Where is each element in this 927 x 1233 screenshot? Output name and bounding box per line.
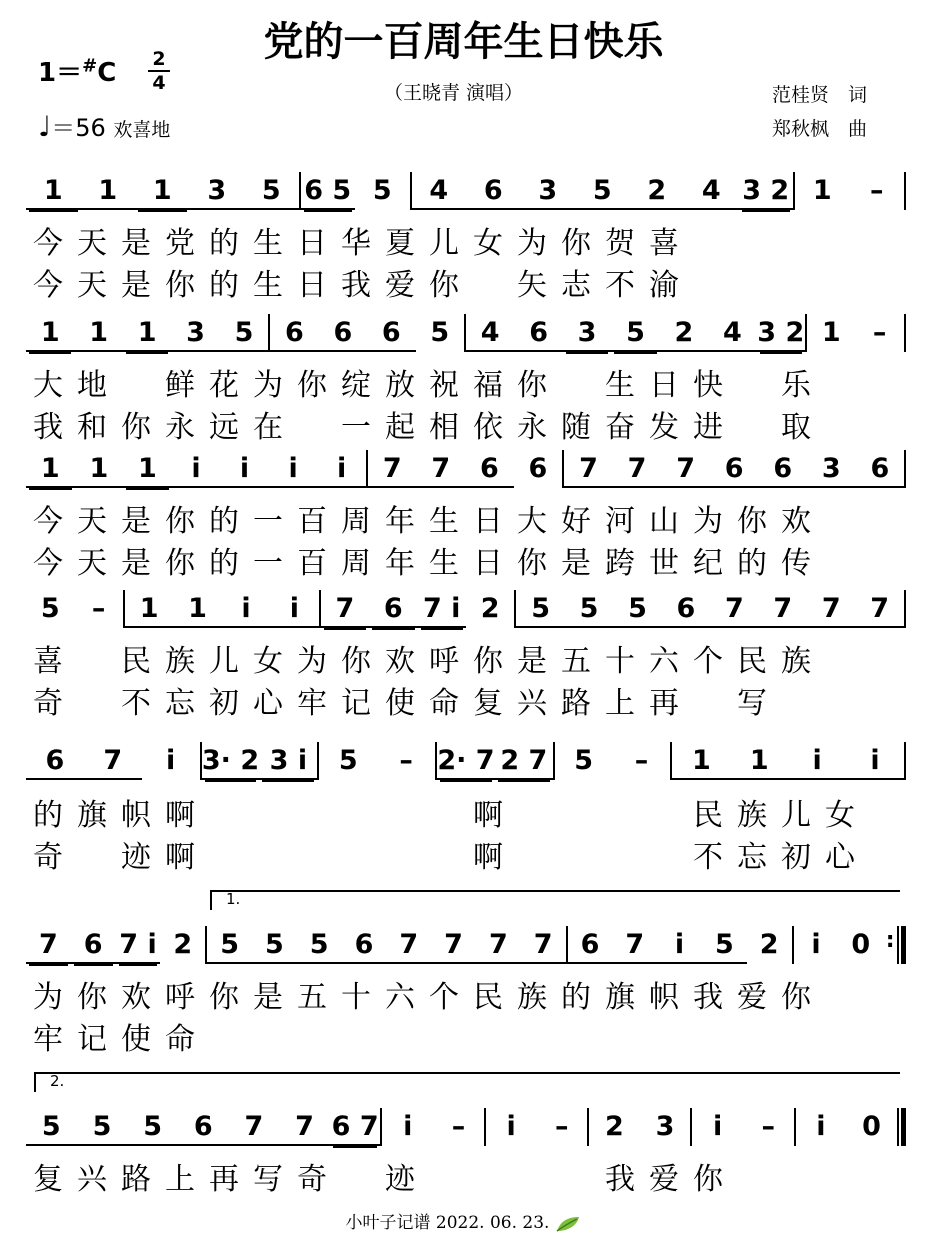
lyric-char: 儿: [209, 644, 239, 679]
lyric-char: 六: [385, 980, 415, 1015]
notes-line-3: 1 1 1 i i i i 7 7 6 6 7 7 7 6 6 3 6: [26, 452, 906, 488]
lyric-char: 一: [253, 546, 283, 581]
lyric-char: [598, 832, 642, 876]
lyric-char: 写: [253, 1162, 283, 1197]
lyric-char: 你: [297, 368, 327, 403]
lyric-char: 发: [649, 410, 679, 445]
lyric-char: 不: [693, 840, 723, 875]
lyric-char: 的: [209, 504, 239, 539]
lyric-char: 族: [165, 644, 195, 679]
lyric-char: 爱: [385, 268, 415, 303]
lyric-char: 鲜: [165, 368, 195, 403]
lyric-char: 奇: [33, 686, 63, 721]
lyric-char: [334, 832, 378, 876]
lyric-char: [422, 1154, 466, 1198]
lyric-char: [686, 678, 730, 722]
lyric-char: 百: [297, 504, 327, 539]
lyric-char: 爱: [649, 1162, 679, 1197]
lyric-char: 我: [33, 410, 63, 445]
composer: 郑秋枫 曲: [772, 118, 868, 140]
lyric-char: 不: [605, 268, 635, 303]
lyrics-line-7-verse-1: [26, 1154, 906, 1198]
lyric-char: 十: [341, 980, 371, 1015]
lyric-char: 再: [649, 686, 679, 721]
lyric-char: 呼: [165, 980, 195, 1015]
lyric-char: [114, 360, 158, 404]
lyric-char: 一: [253, 504, 283, 539]
lyric-char: 儿: [781, 798, 811, 833]
quarter-note-icon: ♩: [38, 110, 52, 143]
lyric-char: 远: [209, 410, 239, 445]
lyric-char: 是: [121, 226, 151, 261]
time-signature: [148, 48, 170, 94]
key-signature: [38, 52, 116, 89]
notes-line-5: 6 7 i 3· 2 3 i 5 – 2· 7 2 7 5 – 1 1 i i: [26, 744, 906, 780]
lyric-char: 你: [781, 980, 811, 1015]
lyric-char: 路: [121, 1162, 151, 1197]
lyric-char: 复: [33, 1162, 63, 1197]
lyric-char: 夏: [385, 226, 415, 261]
lyric-char: 生: [429, 504, 459, 539]
lyrics-line-3-verse-1: [26, 496, 906, 540]
lyric-char: 你: [517, 368, 547, 403]
lyric-char: 日: [473, 504, 503, 539]
lyric-char: [510, 1154, 554, 1198]
lyric-char: 个: [693, 644, 723, 679]
lyric-char: 地: [77, 368, 107, 403]
notes-line-6: 7 6 7 i 2 5 5 5 6 7 7 7 7 6 7 i 5 2 i 0 :: [26, 928, 906, 964]
lyric-char: 女: [825, 798, 855, 833]
lyric-char: [642, 832, 686, 876]
lyric-char: 我: [341, 268, 371, 303]
key-note: C: [97, 58, 117, 88]
lyrics-line-1-verse-1: [26, 218, 906, 262]
lyrics-line-2-verse-2: [26, 402, 906, 446]
lyric-char: 你: [561, 226, 591, 261]
lyric-char: 女: [253, 644, 283, 679]
lyric-char: 旗: [77, 798, 107, 833]
lyric-char: [246, 790, 290, 834]
lyric-char: 你: [165, 546, 195, 581]
lyric-char: 忘: [737, 840, 767, 875]
lyrics-line-5-verse-1: [26, 790, 906, 834]
lyric-char: 福: [473, 368, 503, 403]
lyric-char: 儿: [429, 226, 459, 261]
lyric-char: [554, 360, 598, 404]
lyric-char: 大: [33, 368, 63, 403]
lyric-char: 是: [561, 546, 591, 581]
lyric-char: 你: [165, 268, 195, 303]
lyric-char: [246, 832, 290, 876]
lyric-char: [202, 790, 246, 834]
lyric-char: 日: [649, 368, 679, 403]
lyric-char: 的: [737, 546, 767, 581]
lyric-char: 你: [693, 1162, 723, 1197]
lyric-char: 生: [429, 546, 459, 581]
lyric-char: 五: [561, 644, 591, 679]
lyric-char: 你: [737, 504, 767, 539]
lyric-char: 的: [561, 980, 591, 1015]
lyric-char: [334, 790, 378, 834]
lyrics-line-6-verse-1: [26, 972, 906, 1016]
lyric-char: 矢: [517, 268, 547, 303]
lyric-char: 族: [737, 798, 767, 833]
lyric-char: [642, 790, 686, 834]
key-sharp: #: [82, 55, 98, 77]
lyric-char: 十: [605, 644, 635, 679]
lyric-char: 今: [33, 268, 63, 303]
volta-label-1: 1.: [226, 890, 241, 908]
lyric-char: [70, 832, 114, 876]
lyric-char: 永: [165, 410, 195, 445]
lyric-char: [554, 1154, 598, 1198]
lyric-char: 族: [781, 644, 811, 679]
lyric-char: 为: [253, 368, 283, 403]
lyric-char: [290, 790, 334, 834]
volta-bracket-1: [210, 890, 900, 910]
lyric-char: [202, 832, 246, 876]
lyric-char: 起: [385, 410, 415, 445]
lyric-char: 啊: [165, 840, 195, 875]
lyrics-line-5-verse-2: [26, 832, 906, 876]
lyric-char: [730, 402, 774, 446]
lyric-char: 欢: [385, 644, 415, 679]
lyric-char: 的: [33, 798, 63, 833]
lyric-char: 我: [693, 980, 723, 1015]
lyric-char: 在: [253, 410, 283, 445]
lyric-char: 六: [649, 644, 679, 679]
lyric-char: 写: [737, 686, 767, 721]
lyric-char: 大: [517, 504, 547, 539]
lyric-char: [378, 790, 422, 834]
lyric-char: 兴: [77, 1162, 107, 1197]
lyric-char: 记: [341, 686, 371, 721]
lyric-char: 帜: [649, 980, 679, 1015]
lyric-char: 喜: [33, 644, 63, 679]
lyric-char: 命: [429, 686, 459, 721]
lyric-char: [730, 360, 774, 404]
lyric-char: 你: [429, 268, 459, 303]
lyric-char: 啊: [473, 798, 503, 833]
lyric-char: 绽: [341, 368, 371, 403]
lyric-char: 志: [561, 268, 591, 303]
lyric-char: 啊: [473, 840, 503, 875]
lyric-char: 百: [297, 546, 327, 581]
lyric-char: 你: [473, 644, 503, 679]
tempo-value: ＝56: [51, 114, 106, 142]
lyric-char: 进: [693, 410, 723, 445]
notes-line-7: 5 5 5 6 7 7 6 7 i – i – 2 3 i – i 0: [26, 1110, 906, 1146]
lyric-char: 喜: [649, 226, 679, 261]
lyric-char: 是: [121, 504, 151, 539]
footer-credit: [0, 1208, 927, 1233]
lyrics-line-1-verse-2: [26, 260, 906, 304]
lyric-char: 生: [253, 226, 283, 261]
lyric-char: 好: [561, 504, 591, 539]
lyric-char: [598, 790, 642, 834]
lyrics-line-4-verse-1: [26, 636, 906, 680]
lyric-char: 命: [165, 1022, 195, 1057]
lyric-char: 为: [517, 226, 547, 261]
lyric-char: [290, 402, 334, 446]
leaf-icon: [555, 1215, 581, 1233]
lyric-char: 快: [693, 368, 723, 403]
lyric-char: 我: [605, 1162, 635, 1197]
notes-line-1: 1 1 1 3 5 6 5 5 4 6 3 5 2 4 3 2 1 –: [26, 174, 906, 210]
lyric-char: 你: [121, 410, 151, 445]
lyric-char: 为: [33, 980, 63, 1015]
lyric-char: 生: [253, 268, 283, 303]
lyric-char: 日: [473, 546, 503, 581]
lyric-char: [466, 260, 510, 304]
lyric-char: [422, 790, 466, 834]
lyric-char: 使: [385, 686, 415, 721]
lyric-char: 的: [209, 546, 239, 581]
lyric-char: [510, 790, 554, 834]
lyric-char: 旗: [605, 980, 635, 1015]
lyric-char: 纪: [693, 546, 723, 581]
lyric-char: 兴: [517, 686, 547, 721]
lyric-char: 牢: [33, 1022, 63, 1057]
lyric-char: 今: [33, 226, 63, 261]
lyric-char: 迹: [385, 1162, 415, 1197]
notes-line-4: 5 – 1 1 i i 7 6 7 i 2 5 5 5 6 7 7 7 7: [26, 592, 906, 628]
key-prefix: 1＝: [38, 58, 83, 88]
lyrics-line-2-verse-1: [26, 360, 906, 404]
time-numerator: 2: [152, 48, 166, 70]
lyricist: 范桂贤 词: [772, 84, 868, 106]
lyric-char: 随: [561, 410, 591, 445]
lyric-char: 族: [517, 980, 547, 1015]
lyric-char: 天: [77, 504, 107, 539]
notes-line-2: 1 1 1 3 5 6 6 6 5 4 6 3 5 2 4 3 2 1 –: [26, 316, 906, 352]
lyric-char: 为: [297, 644, 327, 679]
volta-bracket-2: [34, 1072, 900, 1092]
lyric-char: 山: [649, 504, 679, 539]
lyric-char: 帜: [121, 798, 151, 833]
lyric-char: 复: [473, 686, 503, 721]
lyric-char: 日: [297, 268, 327, 303]
lyric-char: 记: [77, 1022, 107, 1057]
lyric-char: 年: [385, 546, 415, 581]
lyric-char: 生: [605, 368, 635, 403]
lyric-char: 党: [165, 226, 195, 261]
lyrics-line-6-verse-2: [26, 1014, 906, 1058]
lyric-char: 奇: [33, 840, 63, 875]
lyric-char: 依: [473, 410, 503, 445]
lyric-char: 取: [781, 410, 811, 445]
lyric-char: 牢: [297, 686, 327, 721]
lyric-char: 使: [121, 1022, 151, 1057]
lyric-char: [334, 1154, 378, 1198]
lyric-char: 祝: [429, 368, 459, 403]
lyric-char: [774, 678, 818, 722]
lyric-char: 再: [209, 1162, 239, 1197]
lyric-char: 你: [209, 980, 239, 1015]
lyric-char: 上: [605, 686, 635, 721]
lyric-char: 世: [649, 546, 679, 581]
lyric-char: 渝: [649, 268, 679, 303]
lyric-char: 为: [693, 504, 723, 539]
lyric-char: 放: [385, 368, 415, 403]
lyric-char: 你: [77, 980, 107, 1015]
footer-text: 小叶子记谱 2022. 06. 23.: [345, 1213, 550, 1233]
tempo: [38, 108, 170, 143]
lyric-char: [554, 832, 598, 876]
lyric-char: 初: [209, 686, 239, 721]
lyric-char: 不: [121, 686, 151, 721]
lyric-char: 民: [693, 798, 723, 833]
lyric-char: [554, 790, 598, 834]
lyric-char: 乐: [781, 368, 811, 403]
lyrics-line-4-verse-2: [26, 678, 906, 722]
lyric-char: 年: [385, 504, 415, 539]
lyric-char: 的: [209, 268, 239, 303]
lyric-char: [70, 678, 114, 722]
lyric-char: [378, 832, 422, 876]
lyric-char: 跨: [605, 546, 635, 581]
lyric-char: 奋: [605, 410, 635, 445]
lyric-char: 你: [517, 546, 547, 581]
lyric-char: 华: [341, 226, 371, 261]
lyric-char: 你: [165, 504, 195, 539]
lyric-char: 今: [33, 546, 63, 581]
lyric-char: [70, 636, 114, 680]
lyric-char: 日: [297, 226, 327, 261]
lyrics-line-3-verse-2: [26, 538, 906, 582]
lyric-char: 奇: [297, 1162, 327, 1197]
lyric-char: 周: [341, 504, 371, 539]
lyric-char: [466, 1154, 510, 1198]
song-title: 党的一百周年生日快乐: [263, 19, 664, 65]
lyric-char: 一: [341, 410, 371, 445]
lyric-char: [422, 832, 466, 876]
lyric-char: [290, 832, 334, 876]
lyric-char: 相: [429, 410, 459, 445]
lyric-char: 是: [517, 644, 547, 679]
lyric-char: 欢: [781, 504, 811, 539]
lyric-char: 迹: [121, 840, 151, 875]
lyric-char: 是: [253, 980, 283, 1015]
lyric-char: 爱: [737, 980, 767, 1015]
lyric-char: 啊: [165, 798, 195, 833]
lyric-char: 呼: [429, 644, 459, 679]
lyric-char: 贺: [605, 226, 635, 261]
lyric-char: 天: [77, 268, 107, 303]
lyric-char: 是: [121, 546, 151, 581]
lyric-char: 和: [77, 410, 107, 445]
lyric-char: 是: [121, 268, 151, 303]
lyric-char: 你: [341, 644, 371, 679]
lyric-char: 民: [121, 644, 151, 679]
lyric-char: 心: [825, 840, 855, 875]
lyric-char: 民: [737, 644, 767, 679]
lyric-char: 女: [473, 226, 503, 261]
lyric-char: 初: [781, 840, 811, 875]
lyric-char: 五: [297, 980, 327, 1015]
lyric-char: 今: [33, 504, 63, 539]
lyric-char: 忘: [165, 686, 195, 721]
lyric-char: 路: [561, 686, 591, 721]
lyric-char: 心: [253, 686, 283, 721]
lyric-char: 周: [341, 546, 371, 581]
lyric-char: 河: [605, 504, 635, 539]
lyric-char: 上: [165, 1162, 195, 1197]
volta-label-2: 2.: [50, 1072, 65, 1090]
lyric-char: 天: [77, 226, 107, 261]
lyric-char: 天: [77, 546, 107, 581]
lyric-char: 欢: [121, 980, 151, 1015]
tempo-mark: 欢喜地: [113, 119, 171, 141]
time-denominator: 4: [148, 70, 170, 94]
lyric-char: 民: [473, 980, 503, 1015]
lyric-char: 花: [209, 368, 239, 403]
lyric-char: 传: [781, 546, 811, 581]
singer: （王晓青 演唱）: [384, 82, 524, 104]
lyric-char: [510, 832, 554, 876]
lyric-char: 个: [429, 980, 459, 1015]
lyric-char: 的: [209, 226, 239, 261]
lyric-char: 永: [517, 410, 547, 445]
